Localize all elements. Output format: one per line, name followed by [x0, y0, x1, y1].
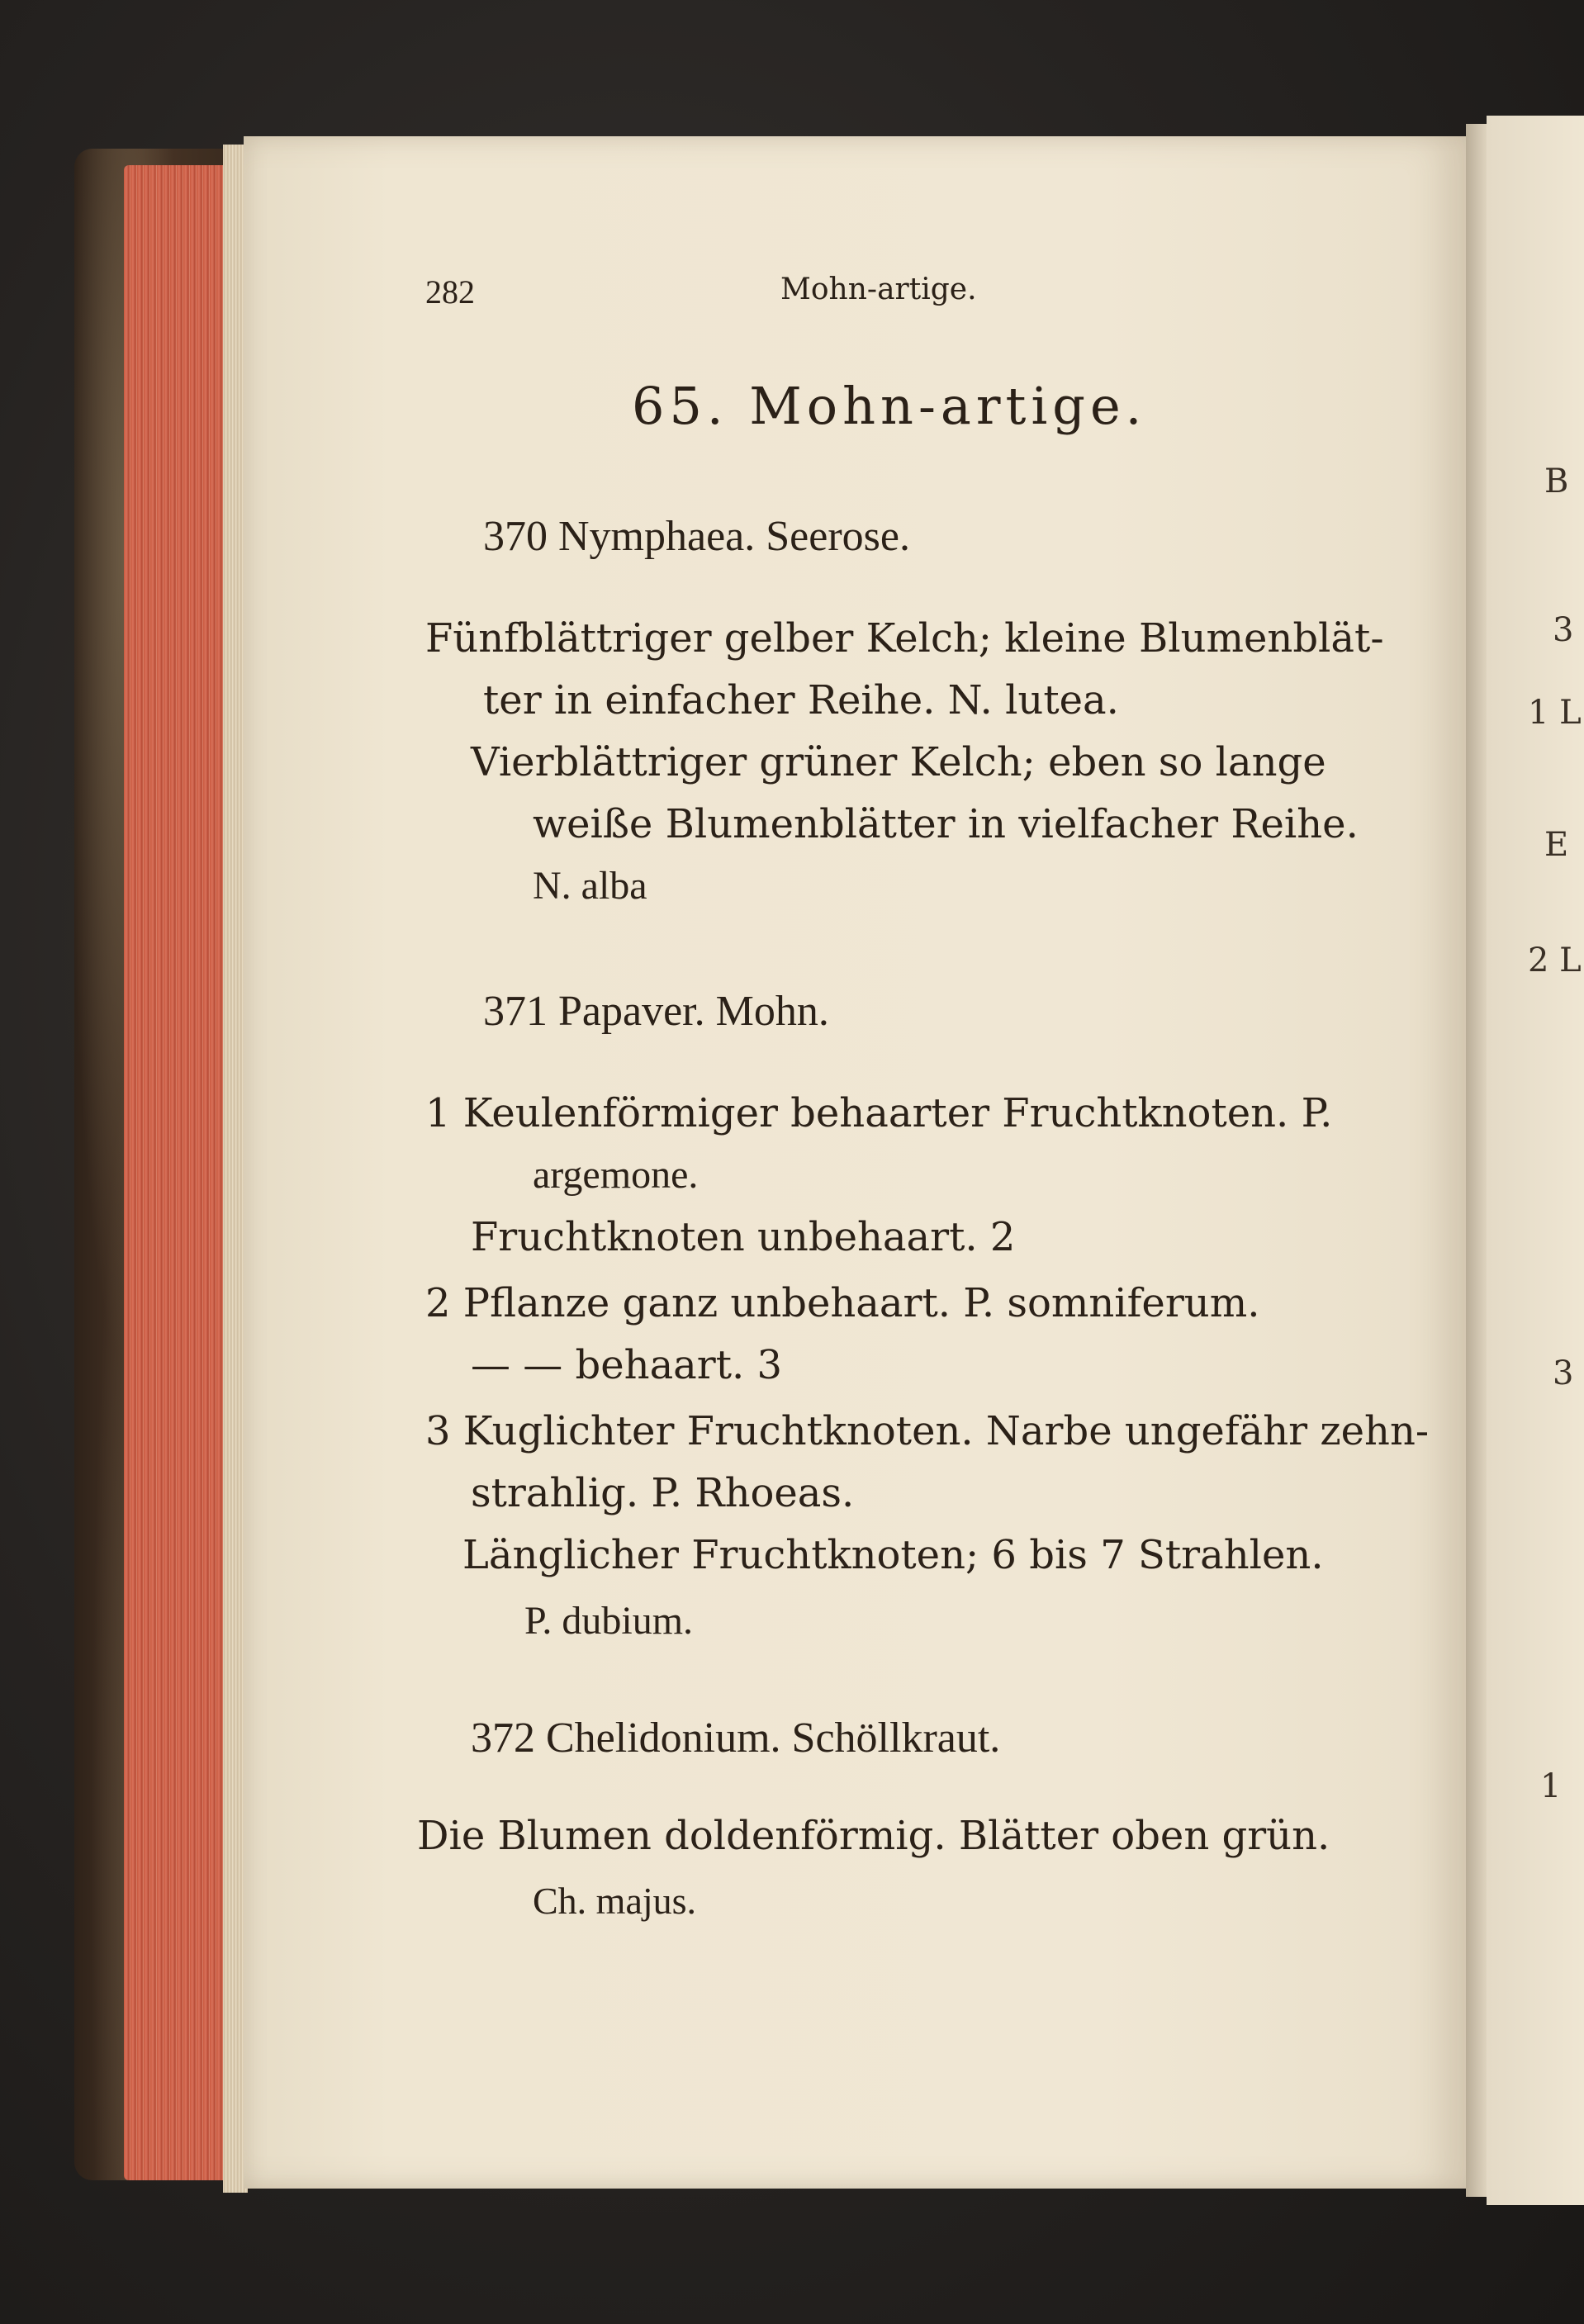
book-page — [244, 136, 1466, 2189]
facing-fragment: 1 — [1540, 1767, 1562, 1805]
genus-heading-nymphaea: 370 Nymphaea. Seerose. — [483, 513, 910, 560]
facing-fragment: 2 L — [1528, 941, 1582, 979]
facing-fragment: E — [1544, 826, 1569, 864]
key-line: 3 Kuglichter Fruchtknoten. Narbe ungefähr zehn- — [425, 1408, 1430, 1454]
key-line: strahlig. P. Rhoeas. — [471, 1470, 855, 1516]
facing-fragment: 3 — [1553, 611, 1574, 649]
facing-page — [1487, 116, 1584, 2205]
key-line: Ch. majus. — [533, 1880, 697, 1922]
key-line: argemone. — [533, 1153, 699, 1197]
key-line: — — behaart. 3 — [471, 1342, 783, 1388]
key-line: Fünfblättriger gelber Kelch; kleine Blumenblät- — [425, 615, 1384, 662]
key-line: Länglicher Fruchtknoten; 6 bis 7 Strahlen. — [462, 1532, 1324, 1578]
key-line: Vierblättriger grüner Kelch; eben so lange — [471, 739, 1326, 785]
facing-fragment: 1 L — [1528, 694, 1582, 732]
page-number: 282 — [425, 273, 475, 311]
facing-fragment: B — [1544, 462, 1569, 500]
chapter-title: 65. Mohn-artige. — [632, 376, 1147, 436]
key-line: ter in einfacher Reihe. N. lutea. — [483, 677, 1119, 723]
key-line: Fruchtknoten unbehaart. 2 — [471, 1214, 1016, 1260]
key-line: 2 Pflanze ganz unbehaart. P. somniferum. — [425, 1280, 1260, 1326]
key-line: P. dubium. — [524, 1599, 694, 1643]
key-line: 1 Keulenförmiger behaarter Fruchtknoten. P. — [425, 1090, 1333, 1136]
genus-heading-chelidonium: 372 Chelidonium. Schöllkraut. — [471, 1715, 1001, 1762]
genus-heading-papaver: 371 Papaver. Mohn. — [483, 988, 829, 1035]
key-line: Die Blumen doldenförmig. Blätter oben grün. — [417, 1813, 1330, 1859]
key-line: N. alba — [533, 864, 647, 908]
facing-fragment: 3 — [1553, 1354, 1574, 1392]
running-head: Mohn-artige. — [780, 273, 977, 306]
key-line: weiße Blumenblätter in vielfacher Reihe. — [533, 801, 1359, 847]
